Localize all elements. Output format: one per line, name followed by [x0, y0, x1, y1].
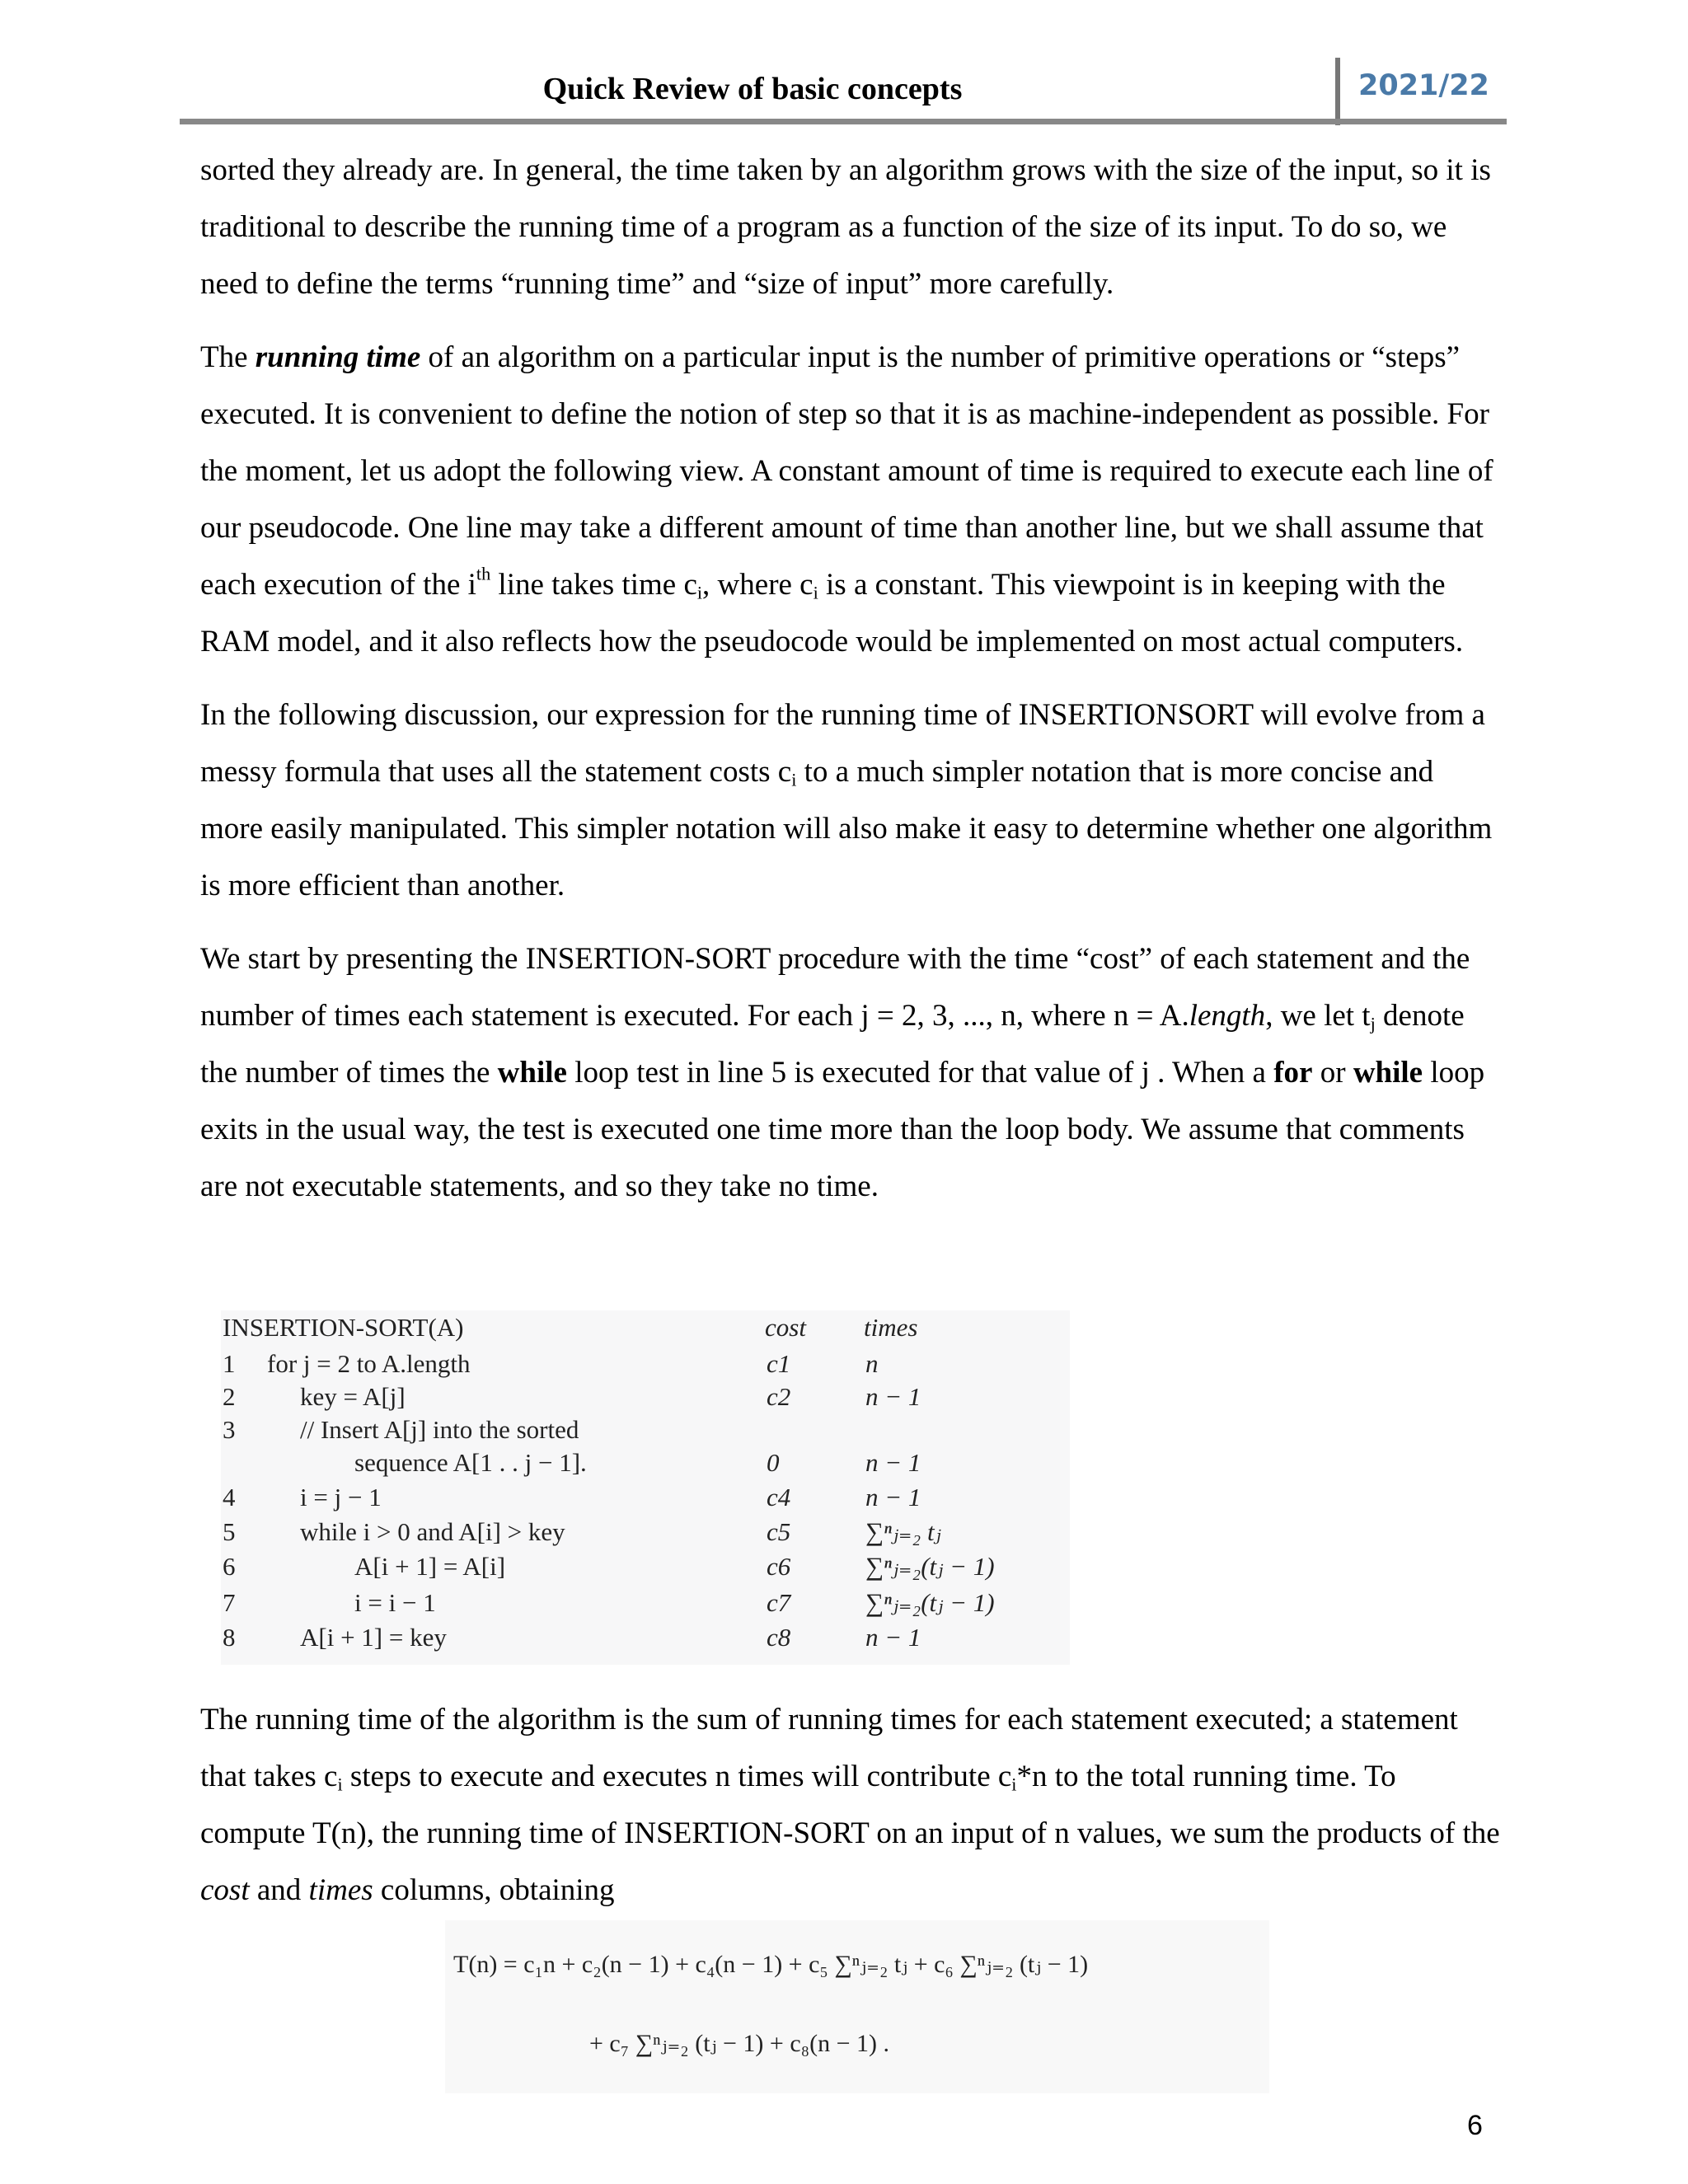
page-number: 6: [1467, 2110, 1483, 2141]
paragraph-1: sorted they already are. In general, the time taken by an algorithm grows with the size of the input, so it is traditional to describe the running time of a program as a function of the size of its input. To do so, we need to define the terms “running time” and “size of input” more carefully.: [200, 153, 1491, 301]
cost-header: cost: [765, 1313, 806, 1342]
paragraph-4: We start by presenting the INSERTION-SORT procedure with the time “cost” of each statement and the number of times each statement is executed. For each j = 2, 3, ..., n, where n = A.length, we let $t_j$ denote the number of times the while loop test in line 5 is executed for that value of j . When a for or while loop exits in the usual way, the test is executed one time more than the loop body. We assume that comments are not executable statements, and so they take no time.: [200, 942, 1485, 1203]
formula-line-1: T(n) = c₁n + c₂(n − 1) + c₄(n − 1) + c₅ ∑ⁿⱼ₌₂ tⱼ + c₆ ∑ⁿⱼ₌₂ (tⱼ − 1): [453, 1951, 1089, 1978]
body-text: [200, 142, 1503, 1231]
times-header: times: [864, 1313, 918, 1342]
body-text-continued: [200, 1691, 1503, 1919]
header-rule: [180, 119, 1507, 124]
paragraph-3: In the following discussion, our expression for the running time of INSERTIONSORT will evolve from a messy formula that uses all the statement costs $c_i$ to a much simpler notation that is more concise and more easily manipulated. This simpler notation will also make it easy to determine whether one algorithm is more efficient than another.: [200, 698, 1493, 902]
header-divider: [1335, 58, 1340, 125]
page-header: [180, 49, 1507, 124]
paragraph-5: The running time of the algorithm is the sum of running times for each statement executed; a statement that takes $c_i$ steps to execute and executes n times will contribute $c_i*n$ to the total running time. To compute T(n), the running time of INSERTION-SORT on an input of n values, we sum the products of the cost and times columns, obtaining: [200, 1703, 1500, 1907]
insertion-sort-pseudocode: INSERTION-SORT(A) cost times 1 for j = 2 to A.length c1 n 2 key = A[j] c2 n − 1 3 // Insert A[j] into the sorted sequence A[1 . . j − 1]. 0 n − 1 4 i = j − 1 c4 n − 1 5 while i > 0 and A[i] > key c5 ∑ⁿⱼ₌₂ tⱼ 6 A[i + 1] = A[i] c6 ∑ⁿⱼ₌₂(tⱼ − 1) 7 i = i − 1 c7 ∑ⁿⱼ₌₂(tⱼ − 1) 8 A[i + 1] = key c8 n − 1: [221, 1310, 1070, 1665]
paragraph-2: The running time of an algorithm on a particular input is the number of primitive operations or “steps” executed. It is convenient to define the notion of step so that it is as machine-independent as possible. For the moment, let us adopt the following view. A constant amount of time is required to execute each line of our pseudocode. One line may take a different amount of time than another line, but we shall assume that each execution of the $i^{th}$ line takes time $c_i$, where $c_i$ is a constant. This viewpoint is in keeping with the RAM model, and it also reflects how the pseudocode would be implemented on most actual computers.: [200, 340, 1493, 658]
term-running-time: running time: [255, 340, 421, 374]
code-title: INSERTION-SORT(A): [223, 1313, 464, 1342]
running-time-formula: [445, 1920, 1269, 2093]
header-year: 2021/22: [1358, 69, 1489, 102]
formula-line-2: + c₇ ∑ⁿⱼ₌₂ (tⱼ − 1) + c₈(n − 1) .: [589, 2030, 889, 2057]
header-title: Quick Review of basic concepts: [542, 72, 963, 106]
